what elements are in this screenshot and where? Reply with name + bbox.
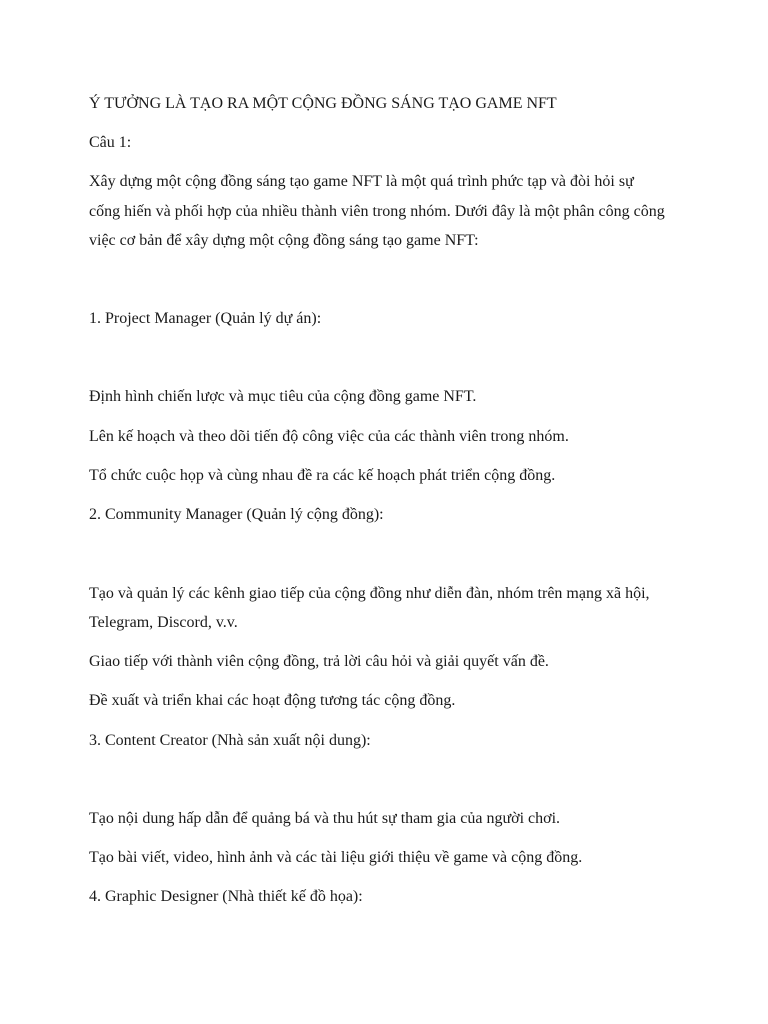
intro-line-1: Xây dựng một cộng đồng sáng tạo game NFT là một quá trình phức tạp và đòi hỏi sự — [89, 173, 634, 190]
intro-line-2: cống hiến và phối hợp của nhiều thành viên trong nhóm. Dưới đây là một phân công công — [89, 203, 665, 220]
section-2-item: Tạo và quản lý các kênh giao tiếp của cộng đồng như diễn đàn, nhóm trên mạng xã hội, — [89, 585, 650, 602]
section-2-heading: 2. Community Manager (Quản lý cộng đồng): — [89, 506, 384, 523]
section-4-heading: 4. Graphic Designer (Nhà thiết kế đồ họa): — [89, 888, 363, 905]
section-2-item: Đề xuất và triển khai các hoạt động tương tác cộng đồng. — [89, 692, 456, 709]
section-1-item: Định hình chiến lược và mục tiêu của cộng đồng game NFT. — [89, 388, 477, 405]
intro-line-3: việc cơ bản để xây dựng một cộng đồng sáng tạo game NFT: — [89, 232, 479, 249]
document-title: Ý TƯỞNG LÀ TẠO RA MỘT CỘNG ĐỒNG SÁNG TẠO GAME NFT — [89, 95, 557, 112]
section-3-heading: 3. Content Creator (Nhà sản xuất nội dung): — [89, 732, 371, 749]
section-2-item-continuation: Telegram, Discord, v.v. — [89, 614, 238, 631]
section-3-item: Tạo nội dung hấp dẫn để quảng bá và thu hút sự tham gia của người chơi. — [89, 810, 561, 827]
section-3-item: Tạo bài viết, video, hình ảnh và các tài liệu giới thiệu về game và cộng đồng. — [89, 849, 583, 866]
section-2-item: Giao tiếp với thành viên cộng đồng, trả lời câu hỏi và giải quyết vấn đề. — [89, 653, 549, 670]
section-1-heading: 1. Project Manager (Quản lý dự án): — [89, 310, 322, 327]
section-1-item: Lên kế hoạch và theo dõi tiến độ công việc của các thành viên trong nhóm. — [89, 428, 569, 445]
section-1-item: Tổ chức cuộc họp và cùng nhau đề ra các kế hoạch phát triển cộng đồng. — [89, 467, 556, 484]
question-label: Câu 1: — [89, 134, 132, 151]
